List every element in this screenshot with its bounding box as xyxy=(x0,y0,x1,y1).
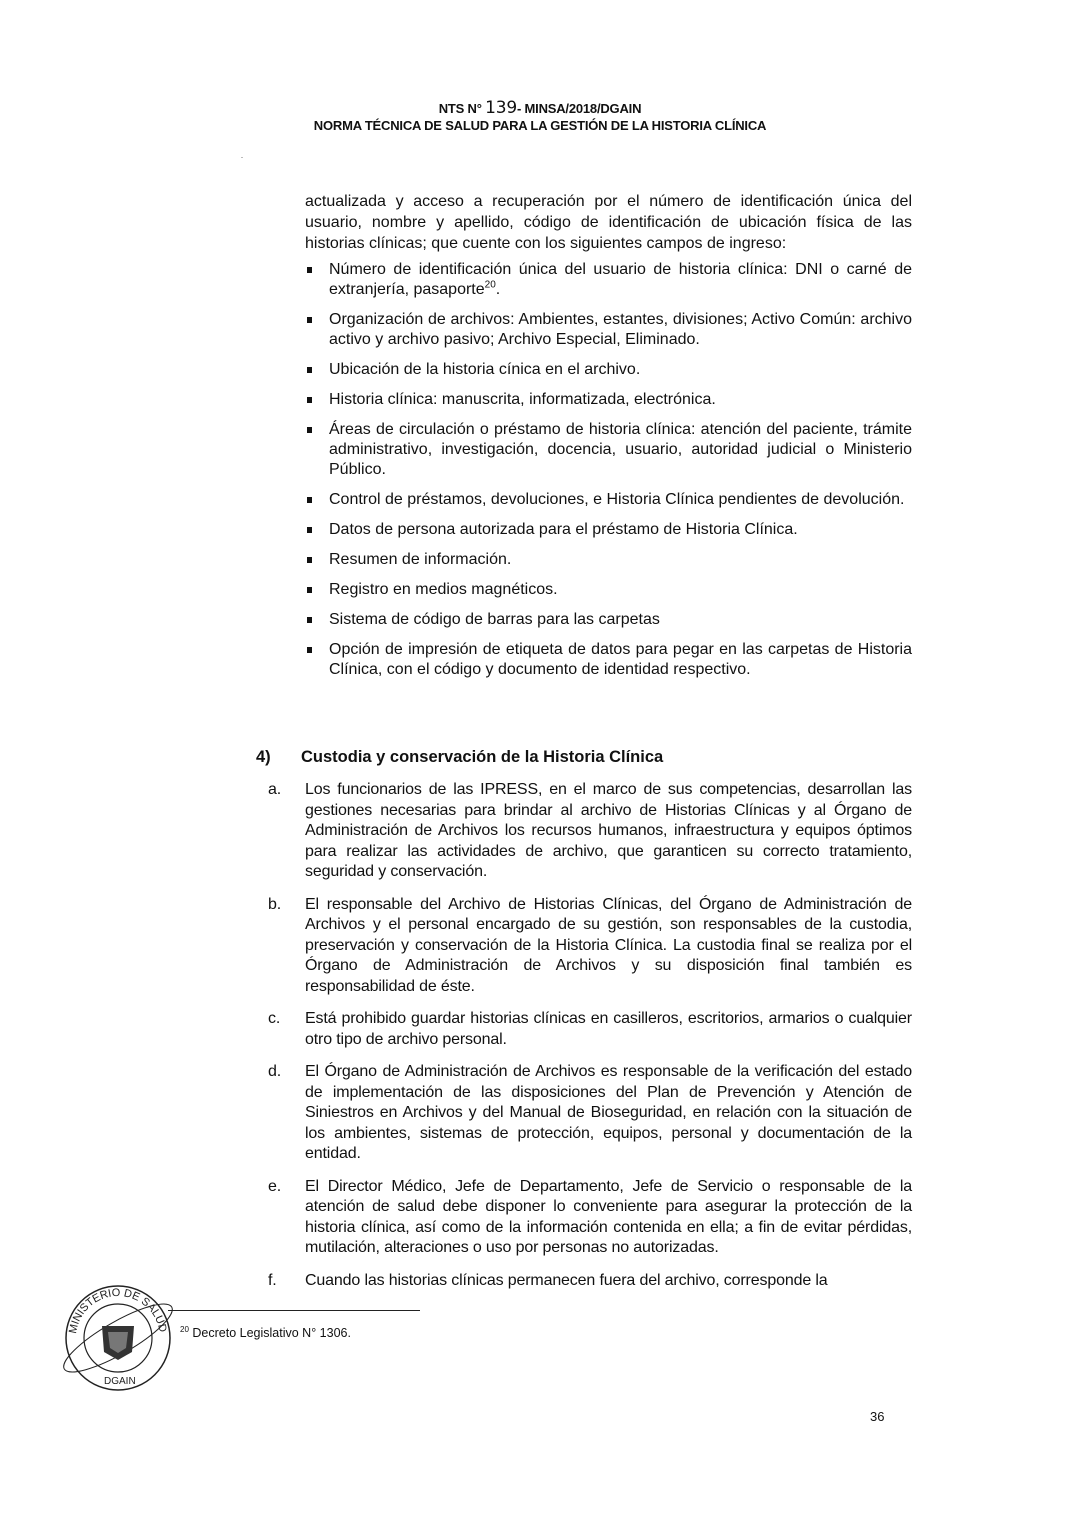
bullet-icon xyxy=(307,497,312,503)
section-items xyxy=(268,780,912,1303)
footnote xyxy=(180,1326,351,1340)
list-item xyxy=(305,580,912,600)
section-number: 4) xyxy=(256,748,271,766)
lettered-item xyxy=(268,1062,912,1165)
list-item xyxy=(305,390,912,410)
lettered-item xyxy=(268,895,912,998)
lettered-item xyxy=(268,780,912,883)
list-item xyxy=(305,260,912,300)
bullet-icon xyxy=(307,527,312,533)
item-letter: c. xyxy=(268,1010,281,1027)
list-item xyxy=(305,310,912,350)
header-code-number: 139 xyxy=(485,98,517,118)
footnote-text: Decreto Legislativo N° 1306. xyxy=(192,1326,351,1340)
item-text: El Órgano de Administración de Archivos es responsable de la verificación del estado de implementación de las disposiciones del Plan de Prevención y Atención de Siniestros en Archivos y del Manual de Bioseguridad, en relación con la situación de los ambientes, sistemas de protección, equipos, personal y documentación de la entidad. xyxy=(305,1063,912,1162)
list-item-text: Opción de impresión de etiqueta de datos para pegar en las carpetas de Historia Clínica, con el código y documento de identidad respectivo. xyxy=(329,641,912,678)
item-text: Los funcionarios de las IPRESS, en el marco de sus competencias, desarrollan las gestiones necesarias para brindar al archivo de Historias Clínicas y al Órgano de Administración de Archivos los recursos humanos, infraestructura y equipos óptimos para realizar las actividades de archivo, que garanticen su correcto tratamiento, seguridad y conservación. xyxy=(305,781,912,880)
list-item-text: Registro en medios magnéticos. xyxy=(329,581,558,598)
list-item-text: Control de préstamos, devoluciones, e Historia Clínica pendientes de devolución. xyxy=(329,491,905,508)
svg-text:DGAIN: DGAIN xyxy=(104,1376,136,1387)
list-item xyxy=(305,640,912,680)
footnote-mark: 20 xyxy=(180,1324,189,1334)
ministry-seal-icon xyxy=(58,1276,178,1396)
list-item-text: Resumen de información. xyxy=(329,551,512,568)
field-list xyxy=(305,260,912,690)
list-item-text: Organización de archivos: Ambientes, estantes, divisiones; Activo Común: archivo activo y archivo pasivo; Archivo Especial, Eliminado. xyxy=(329,311,912,348)
item-letter: b. xyxy=(268,895,282,913)
bullet-icon xyxy=(307,317,312,323)
intro-paragraph: actualizada y acceso a recuperación por el número de identificación única del usuario, nombre y apellido, código de identificación de ubicación física de las historias clínicas; que cuente con los siguientes campos de ingreso: xyxy=(305,193,912,252)
scan-speck xyxy=(241,157,243,158)
svg-text:MINISTERIO DE SALUD: MINISTERIO DE SALUD xyxy=(67,1286,169,1335)
document-header xyxy=(0,100,1080,134)
bullet-icon xyxy=(307,427,312,433)
list-item-text: Ubicación de la historia cínica en el archivo. xyxy=(329,361,641,378)
item-letter: f. xyxy=(268,1271,277,1289)
bullet-icon xyxy=(307,267,312,273)
list-item xyxy=(305,520,912,540)
lettered-item xyxy=(268,1177,912,1259)
header-code xyxy=(0,100,1080,117)
item-text: Cuando las historias clínicas permanecen fuera del archivo, corresponde la xyxy=(305,1271,828,1289)
bullet-icon xyxy=(307,397,312,403)
section-title: Custodia y conservación de la Historia Clínica xyxy=(301,748,664,766)
bullet-icon xyxy=(307,557,312,563)
list-item-text: Áreas de circulación o préstamo de historia clínica: atención del paciente, trámite administrativo, investigación, docencia, usuario, autoridad judicial o Ministerio Público. xyxy=(329,421,912,478)
lettered-item xyxy=(268,1271,912,1292)
list-item xyxy=(305,610,912,630)
list-item-text: Número de identificación única del usuario de historia clínica: DNI o carné de extranjería, pasaporte xyxy=(329,261,912,298)
page-number: 36 xyxy=(870,1409,885,1424)
list-item-punct: . xyxy=(495,281,501,298)
header-code-prefix: NTS N° xyxy=(438,101,482,116)
footnote-ref[interactable]: 20 xyxy=(484,279,496,291)
list-item xyxy=(305,550,912,570)
footnote-separator xyxy=(168,1310,420,1311)
item-text: Está prohibido guardar historias clínicas en casilleros, escritorios, armarios o cualquier otro tipo de archivo personal. xyxy=(305,1010,912,1048)
header-title: NORMA TÉCNICA DE SALUD PARA LA GESTIÓN DE LA HISTORIA CLÍNICA xyxy=(313,118,767,133)
item-text: El responsable del Archivo de Historias Clínicas, del Órgano de Administración de Archivos y el personal encargado de su gestión, son responsables de la custodia, preservación y conservación de la Historia Clínica. La custodia final se realiza por el Órgano de Administración de Archivos y su disposición final también es responsabilidad de éste. xyxy=(305,895,912,995)
item-text: El Director Médico, Jefe de Departamento, Jefe de Servicio o responsable de la atención de salud debe disponer lo conveniente para asegurar la protección de la historia clínica, así como de la información contenida en ella; a fin de evitar pérdidas, mutilación, alteraciones o uso por personas no autorizadas. xyxy=(305,1177,912,1256)
list-item-text: Historia clínica: manuscrita, informatizada, electrónica. xyxy=(329,391,716,408)
bullet-icon xyxy=(307,587,312,593)
list-item xyxy=(305,490,912,510)
item-letter: a. xyxy=(268,781,282,798)
list-item xyxy=(305,420,912,480)
bullet-icon xyxy=(307,647,312,653)
item-letter: e. xyxy=(268,1177,282,1195)
lettered-item xyxy=(268,1009,912,1050)
list-item xyxy=(305,360,912,380)
list-item-text: Sistema de código de barras para las carpetas xyxy=(329,611,660,628)
section-heading xyxy=(256,748,663,767)
bullet-icon xyxy=(307,367,312,373)
header-code-suffix: - MINSA/2018/DGAIN xyxy=(517,101,642,116)
list-item-text: Datos de persona autorizada para el préstamo de Historia Clínica. xyxy=(329,521,798,538)
bullet-icon xyxy=(307,617,312,623)
item-letter: d. xyxy=(268,1063,282,1080)
